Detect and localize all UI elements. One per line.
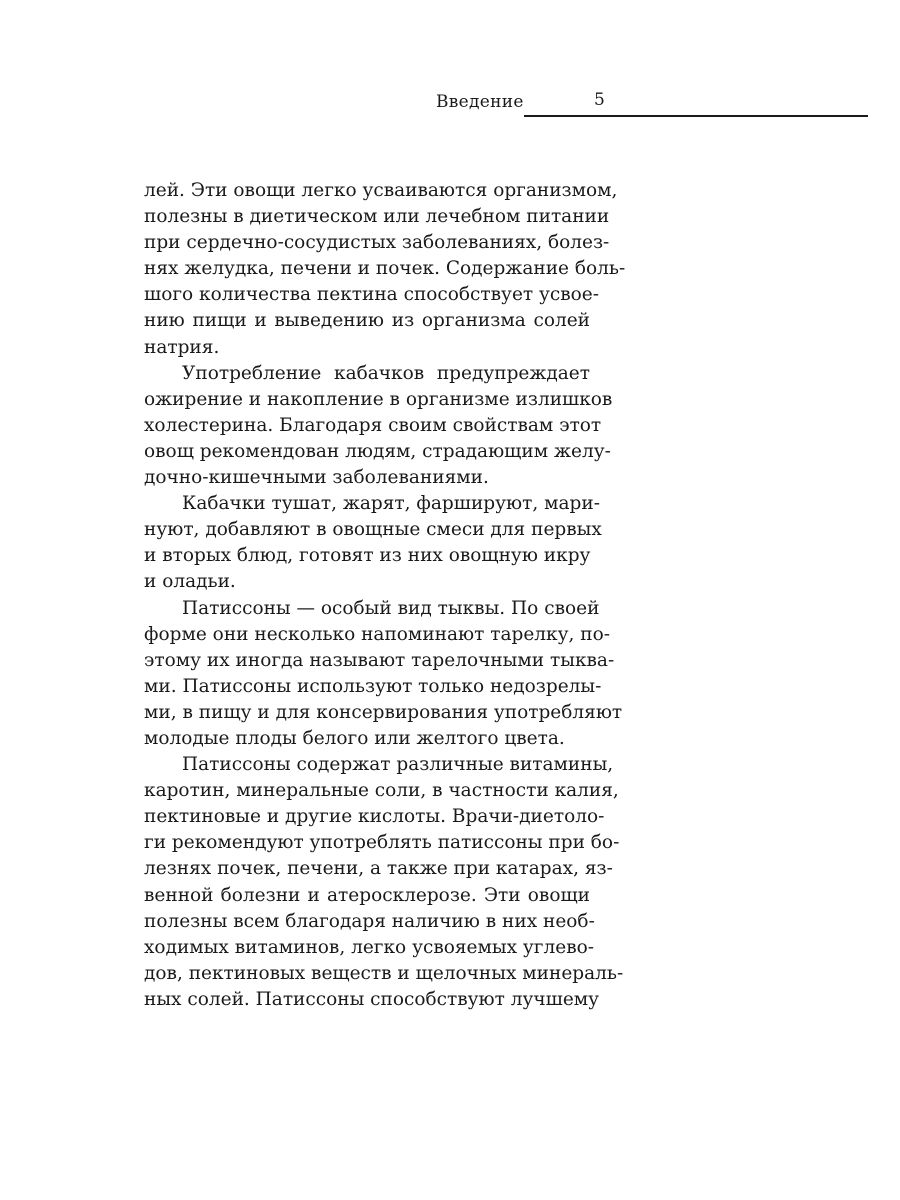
text-line: ми, в пищу и для консервирования употребляют xyxy=(144,701,623,723)
text-line: Патиссоны — особый вид тыквы. По своей xyxy=(182,597,600,619)
text-line: шого количества пектина способствует усвое- xyxy=(144,284,600,306)
text-line: натрия. xyxy=(144,336,220,358)
text-line: этому их иногда называют тарелочными тыква- xyxy=(144,649,615,671)
running-header xyxy=(436,92,868,122)
text-line: ходимых витаминов, легко усвояемых углево- xyxy=(144,936,594,958)
text-line: нуют, добавляют в овощные смеси для первых xyxy=(144,519,602,541)
text-line: и оладьи. xyxy=(144,571,236,593)
paragraph xyxy=(144,361,613,491)
paragraph xyxy=(144,491,602,595)
paragraph xyxy=(144,178,626,361)
section-title: Введение xyxy=(436,92,524,112)
text-line: дов, пектиновых веществ и щелочных минераль- xyxy=(144,962,624,984)
text-line: ожирение и накопление в организме излишков xyxy=(144,388,613,410)
text-line: лезнях почек, печени, а также при катарах, яз- xyxy=(144,858,613,880)
text-line: Кабачки тушат, жарят, фаршируют, мари- xyxy=(182,493,600,515)
text-line: ми. Патиссоны используют только недозрелы- xyxy=(144,675,602,697)
paragraph xyxy=(144,596,623,753)
text-line: ных солей. Патиссоны способствуют лучшему xyxy=(144,988,600,1010)
text-line: пектиновые и другие кислоты. Врачи-диетоло- xyxy=(144,806,605,828)
text-line: ги рекомендуют употреблять патиссоны при бо- xyxy=(144,832,620,854)
text-line: полезны в диетическом или лечебном питании xyxy=(144,206,610,228)
text-line: при сердечно-сосудистых заболеваниях, болез- xyxy=(144,232,610,254)
text-line: овощ рекомендован людям, страдающим желу- xyxy=(144,440,611,462)
text-line: лей. Эти овощи легко усваиваются организмом, xyxy=(144,180,618,201)
text-line: молодые плоды белого или желтого цвета. xyxy=(144,727,565,749)
text-line: дочно-кишечными заболеваниями. xyxy=(144,467,489,489)
text-line: нях желудка, печени и почек. Содержание боль- xyxy=(144,258,626,280)
text-line: венной болезни и атеросклерозе. Эти овощи xyxy=(144,884,590,906)
text-line: и вторых блюд, готовят из них овощную икру xyxy=(144,545,591,567)
text-line: форме они несколько напоминают тарелку, по- xyxy=(144,623,610,645)
header-rule xyxy=(524,115,868,117)
text-line: Патиссоны содержат различные витамины, xyxy=(182,754,614,776)
page-number: 5 xyxy=(594,90,605,110)
paragraph xyxy=(144,752,624,1013)
text-line: полезны всем благодаря наличию в них необ- xyxy=(144,910,595,932)
text-line: каротин, минеральные соли, в частности калия, xyxy=(144,780,619,802)
text-line: холестерина. Благодаря своим свойствам этот xyxy=(144,414,602,436)
text-line: нию пищи и выведению из организма солей xyxy=(144,310,590,332)
body-text xyxy=(144,178,626,1013)
text-line: Употребление кабачков предупреждает xyxy=(182,362,590,384)
